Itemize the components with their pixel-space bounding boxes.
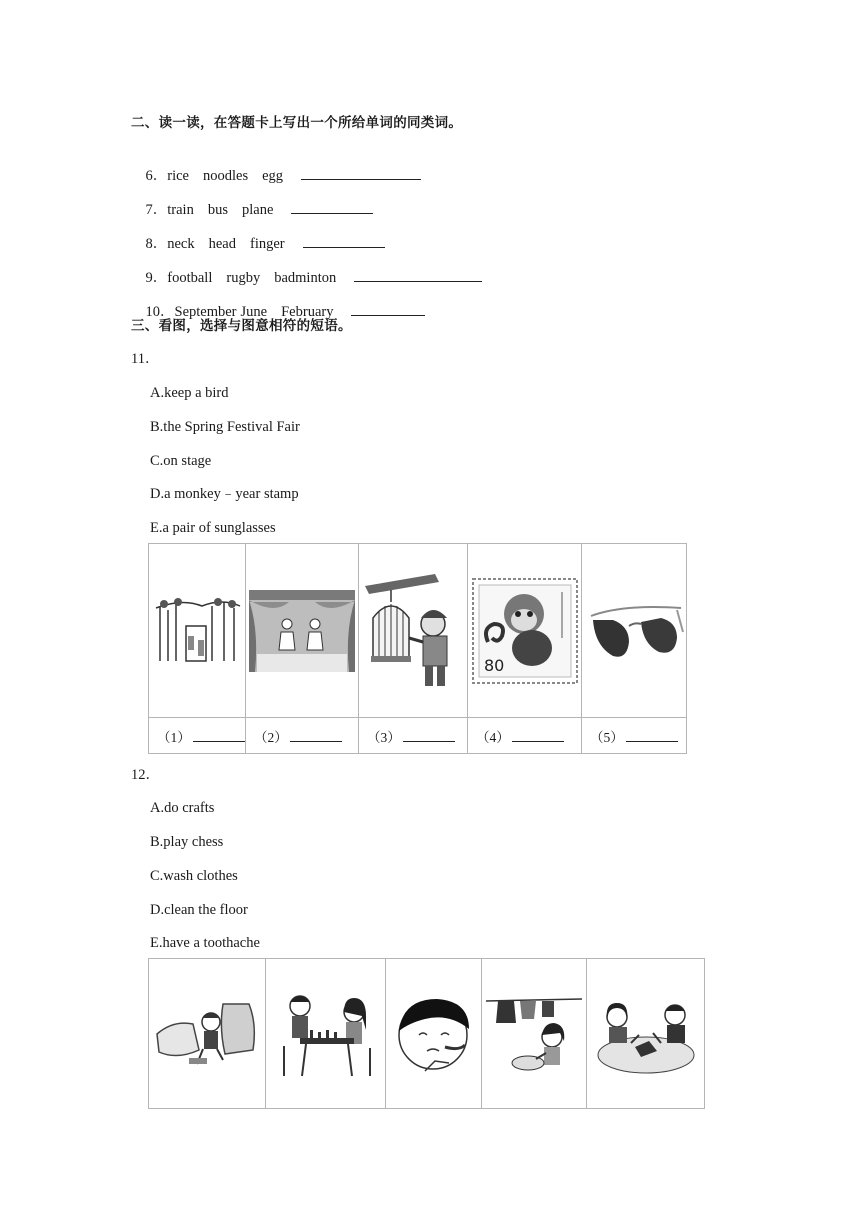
do-crafts-picture-icon — [591, 989, 701, 1079]
q11-caption-2 — [246, 718, 359, 754]
stage-picture-icon — [249, 590, 355, 672]
q11-caption-5 — [582, 718, 687, 754]
q12-picture-cell-4 — [482, 959, 587, 1109]
question-number: 10． — [145, 304, 175, 320]
q11-caption-4 — [468, 718, 582, 754]
stamp-value: 80 — [483, 655, 504, 675]
q11-option-b: B.the Spring Festival Fair — [150, 419, 300, 435]
q12-picture-table — [148, 958, 705, 1109]
caption-number: （3） — [367, 729, 401, 745]
q12-option-d: D.clean the floor — [150, 902, 248, 918]
word: head — [208, 236, 236, 252]
q11-picture-cell-5 — [582, 544, 687, 718]
caption-number: （5） — [590, 729, 624, 745]
q12-option-a: A.do crafts — [150, 800, 215, 816]
answer-blank[interactable] — [291, 199, 373, 214]
q12-option-c: C.wash clothes — [150, 868, 238, 884]
word: June — [240, 304, 268, 320]
answer-blank[interactable] — [351, 301, 425, 316]
caption-number: （1） — [157, 729, 191, 745]
q11-picture-table — [148, 543, 687, 754]
play-chess-picture-icon — [270, 986, 382, 1082]
q11-option-e: E.a pair of sunglasses — [150, 520, 276, 536]
word: egg — [262, 168, 284, 184]
word: noodles — [202, 168, 249, 184]
answer-blank[interactable] — [354, 267, 482, 282]
q12-picture-cell-1 — [149, 959, 266, 1109]
fair-picture-icon — [152, 596, 242, 666]
answer-blank[interactable] — [290, 727, 342, 742]
q11-picture-cell-2 — [246, 544, 359, 718]
word: finger — [250, 236, 285, 252]
wash-clothes-picture-icon — [484, 993, 584, 1075]
section2-heading: 二、读一读，在答题卡上写出一个所给单词的同类词。 — [131, 115, 463, 131]
q12-picture-cell-5 — [587, 959, 705, 1109]
answer-blank[interactable] — [303, 233, 385, 248]
word: bus — [207, 202, 228, 218]
section3-heading: 三、看图，选择与图意相符的短语。 — [131, 318, 352, 334]
answer-blank[interactable] — [403, 727, 455, 742]
question-12-number: 12． — [131, 767, 160, 783]
question-11-number: 11． — [131, 351, 160, 367]
q11-picture-cell-4 — [468, 544, 582, 718]
word: football — [167, 270, 213, 286]
q12-option-b: B.play chess — [150, 834, 224, 850]
question-number: 8． — [145, 236, 168, 252]
bird-cage-picture-icon — [361, 572, 465, 690]
question-number: 7． — [145, 202, 168, 218]
word: plane — [241, 202, 274, 218]
answer-blank[interactable] — [193, 727, 245, 742]
q11-caption-1 — [149, 718, 246, 754]
q11-option-a: A.keep a bird — [150, 385, 229, 401]
q11-option-c: C.on stage — [150, 453, 212, 469]
sunglasses-picture-icon — [583, 586, 685, 676]
q12-picture-cell-3 — [386, 959, 482, 1109]
q11-option-d: D.a monkey﹣year stamp — [150, 486, 299, 502]
q11-caption-3 — [359, 718, 468, 754]
word: September — [174, 304, 237, 320]
answer-blank[interactable] — [626, 727, 678, 742]
monkey-stamp-picture-icon — [472, 578, 578, 684]
q11-picture-cell-3 — [359, 544, 468, 718]
word: train — [167, 202, 194, 218]
question-number: 9． — [145, 270, 168, 286]
word: badminton — [274, 270, 337, 286]
q12-option-e: E.have a toothache — [150, 935, 260, 951]
word: rugby — [226, 270, 261, 286]
clean-floor-picture-icon — [153, 994, 261, 1074]
q11-picture-cell-1 — [149, 544, 246, 718]
question-number: 6． — [145, 168, 168, 184]
caption-number: （4） — [476, 729, 510, 745]
answer-blank[interactable] — [512, 727, 564, 742]
word: February — [281, 304, 334, 320]
word: neck — [167, 236, 195, 252]
caption-number: （2） — [254, 729, 288, 745]
word: rice — [167, 168, 189, 184]
answer-blank[interactable] — [301, 165, 421, 180]
q12-picture-cell-2 — [266, 959, 386, 1109]
toothache-picture-icon — [389, 989, 479, 1079]
